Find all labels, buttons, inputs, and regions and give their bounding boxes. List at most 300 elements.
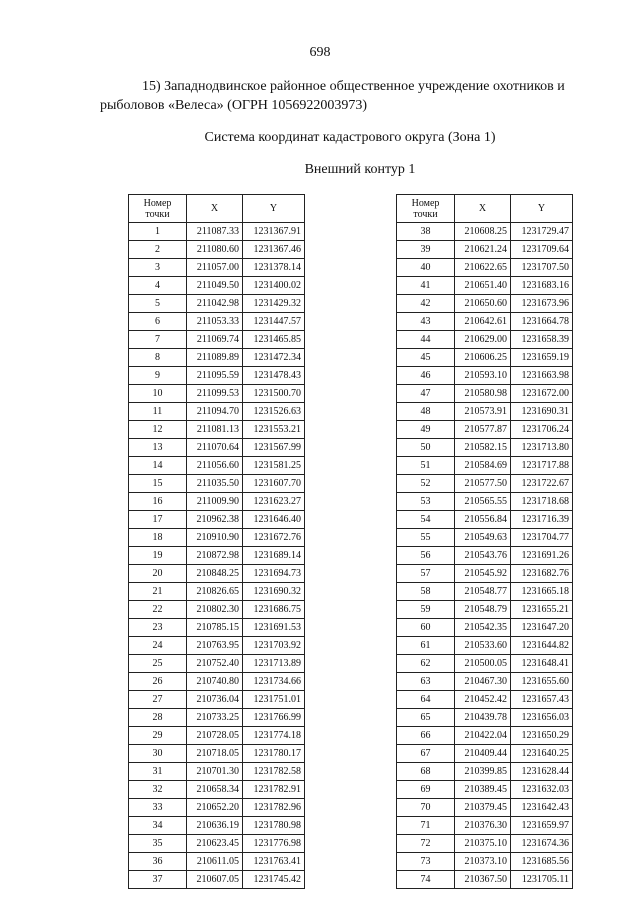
y-value: 1231581.25 <box>243 457 305 475</box>
table-row <box>129 835 305 853</box>
table-row <box>397 709 573 727</box>
point-number: 16 <box>129 493 187 511</box>
point-number: 40 <box>397 259 455 277</box>
point-number: 68 <box>397 763 455 781</box>
table-row <box>129 457 305 475</box>
y-value: 1231655.21 <box>511 601 573 619</box>
y-value: 1231642.43 <box>511 799 573 817</box>
x-value: 210652.20 <box>187 799 243 817</box>
y-value: 1231717.88 <box>511 457 573 475</box>
x-value: 210621.24 <box>455 241 511 259</box>
y-value: 1231650.29 <box>511 727 573 745</box>
x-value: 210607.05 <box>187 871 243 889</box>
y-value: 1231766.99 <box>243 709 305 727</box>
point-number: 50 <box>397 439 455 457</box>
table-row <box>397 529 573 547</box>
table-row <box>129 349 305 367</box>
x-value: 210582.15 <box>455 439 511 457</box>
point-number: 70 <box>397 799 455 817</box>
y-value: 1231665.18 <box>511 583 573 601</box>
table-row <box>129 259 305 277</box>
x-value: 210623.45 <box>187 835 243 853</box>
x-value: 210650.60 <box>455 295 511 313</box>
x-value: 210718.05 <box>187 745 243 763</box>
point-number: 17 <box>129 511 187 529</box>
table-row <box>397 727 573 745</box>
table-row <box>129 547 305 565</box>
y-value: 1231655.60 <box>511 673 573 691</box>
table-row <box>397 457 573 475</box>
y-value: 1231674.36 <box>511 835 573 853</box>
y-value: 1231465.85 <box>243 331 305 349</box>
point-number: 26 <box>129 673 187 691</box>
y-value: 1231703.92 <box>243 637 305 655</box>
table-row <box>397 331 573 349</box>
x-value: 210573.91 <box>455 403 511 421</box>
y-value: 1231729.47 <box>511 223 573 241</box>
table-row <box>129 709 305 727</box>
x-value: 210452.42 <box>455 691 511 709</box>
y-value: 1231658.39 <box>511 331 573 349</box>
point-number: 62 <box>397 655 455 673</box>
point-number: 2 <box>129 241 187 259</box>
x-value: 211099.53 <box>187 385 243 403</box>
point-number: 9 <box>129 367 187 385</box>
point-number: 34 <box>129 817 187 835</box>
x-value: 210373.10 <box>455 853 511 871</box>
table-row <box>129 691 305 709</box>
x-value: 211069.74 <box>187 331 243 349</box>
x-value: 210577.50 <box>455 475 511 493</box>
y-value: 1231782.58 <box>243 763 305 781</box>
x-value: 211009.90 <box>187 493 243 511</box>
x-value: 210542.35 <box>455 619 511 637</box>
number-column-header: Номер точки <box>397 195 455 223</box>
y-value: 1231706.24 <box>511 421 573 439</box>
y-value: 1231623.27 <box>243 493 305 511</box>
y-column-header: Y <box>511 195 573 223</box>
table-row <box>129 637 305 655</box>
x-value: 210910.90 <box>187 529 243 547</box>
table-row <box>129 673 305 691</box>
y-value: 1231644.82 <box>511 637 573 655</box>
table-row <box>129 583 305 601</box>
y-value: 1231672.76 <box>243 529 305 547</box>
x-value: 210622.65 <box>455 259 511 277</box>
table-row <box>397 583 573 601</box>
point-number: 47 <box>397 385 455 403</box>
x-value: 210593.10 <box>455 367 511 385</box>
x-value: 210728.05 <box>187 727 243 745</box>
y-value: 1231478.43 <box>243 367 305 385</box>
x-value: 210409.44 <box>455 745 511 763</box>
x-value: 210733.25 <box>187 709 243 727</box>
table-header-row <box>397 195 573 223</box>
table-row <box>397 745 573 763</box>
point-number: 73 <box>397 853 455 871</box>
x-value: 211080.60 <box>187 241 243 259</box>
table-row <box>397 835 573 853</box>
y-value: 1231657.43 <box>511 691 573 709</box>
y-value: 1231659.19 <box>511 349 573 367</box>
y-value: 1231718.68 <box>511 493 573 511</box>
point-number: 44 <box>397 331 455 349</box>
x-value: 211049.50 <box>187 277 243 295</box>
table-row <box>129 241 305 259</box>
point-number: 24 <box>129 637 187 655</box>
point-number: 66 <box>397 727 455 745</box>
y-value: 1231646.40 <box>243 511 305 529</box>
y-value: 1231713.80 <box>511 439 573 457</box>
x-value: 210651.40 <box>455 277 511 295</box>
point-number: 25 <box>129 655 187 673</box>
point-number: 13 <box>129 439 187 457</box>
x-value: 210736.04 <box>187 691 243 709</box>
y-value: 1231707.50 <box>511 259 573 277</box>
point-number: 61 <box>397 637 455 655</box>
y-value: 1231691.26 <box>511 547 573 565</box>
x-value: 210636.19 <box>187 817 243 835</box>
x-column-header: X <box>455 195 511 223</box>
point-number: 46 <box>397 367 455 385</box>
point-number: 45 <box>397 349 455 367</box>
point-number: 28 <box>129 709 187 727</box>
y-value: 1231780.17 <box>243 745 305 763</box>
x-value: 210962.38 <box>187 511 243 529</box>
table-row <box>129 601 305 619</box>
x-value: 210367.50 <box>455 871 511 889</box>
x-value: 210785.15 <box>187 619 243 637</box>
y-value: 1231685.56 <box>511 853 573 871</box>
y-value: 1231734.66 <box>243 673 305 691</box>
table-row <box>397 421 573 439</box>
point-number: 35 <box>129 835 187 853</box>
point-number: 19 <box>129 547 187 565</box>
x-value: 210611.05 <box>187 853 243 871</box>
point-number: 10 <box>129 385 187 403</box>
x-value: 211081.13 <box>187 421 243 439</box>
y-value: 1231632.03 <box>511 781 573 799</box>
table-row <box>129 367 305 385</box>
y-value: 1231683.16 <box>511 277 573 295</box>
table-row <box>397 637 573 655</box>
table-row <box>397 403 573 421</box>
x-value: 210389.45 <box>455 781 511 799</box>
point-number: 58 <box>397 583 455 601</box>
point-number: 18 <box>129 529 187 547</box>
contour-title: Внешний контур 1 <box>304 162 416 177</box>
table-row <box>397 655 573 673</box>
point-number: 72 <box>397 835 455 853</box>
table-row <box>129 403 305 421</box>
point-number: 74 <box>397 871 455 889</box>
y-value: 1231526.63 <box>243 403 305 421</box>
point-number: 49 <box>397 421 455 439</box>
point-number: 15 <box>129 475 187 493</box>
point-number: 22 <box>129 601 187 619</box>
x-value: 210543.76 <box>455 547 511 565</box>
table-row <box>397 223 573 241</box>
y-value: 1231447.57 <box>243 313 305 331</box>
table-row <box>129 529 305 547</box>
point-number: 54 <box>397 511 455 529</box>
y-value: 1231673.96 <box>511 295 573 313</box>
x-value: 210584.69 <box>455 457 511 475</box>
point-number: 42 <box>397 295 455 313</box>
x-value: 210533.60 <box>455 637 511 655</box>
y-value: 1231567.99 <box>243 439 305 457</box>
table-row <box>129 853 305 871</box>
x-value: 210740.80 <box>187 673 243 691</box>
page-number: 698 <box>309 45 331 60</box>
point-number: 43 <box>397 313 455 331</box>
table-row <box>397 547 573 565</box>
y-value: 1231780.98 <box>243 817 305 835</box>
y-value: 1231659.97 <box>511 817 573 835</box>
x-value: 210556.84 <box>455 511 511 529</box>
table-row <box>129 511 305 529</box>
x-value: 210548.79 <box>455 601 511 619</box>
point-number: 1 <box>129 223 187 241</box>
point-number: 38 <box>397 223 455 241</box>
y-value: 1231553.21 <box>243 421 305 439</box>
y-value: 1231690.31 <box>511 403 573 421</box>
table-row <box>397 619 573 637</box>
table-row <box>397 799 573 817</box>
x-value: 210379.45 <box>455 799 511 817</box>
table-row <box>129 817 305 835</box>
table-row <box>129 655 305 673</box>
y-value: 1231400.02 <box>243 277 305 295</box>
x-value: 211095.59 <box>187 367 243 385</box>
y-value: 1231774.18 <box>243 727 305 745</box>
table-row <box>397 385 573 403</box>
table-row <box>397 601 573 619</box>
coordinates-table-right <box>396 194 573 889</box>
point-number: 48 <box>397 403 455 421</box>
y-value: 1231640.25 <box>511 745 573 763</box>
y-value: 1231656.03 <box>511 709 573 727</box>
y-value: 1231691.53 <box>243 619 305 637</box>
table-row <box>397 259 573 277</box>
table-row <box>129 439 305 457</box>
y-column-header: Y <box>243 195 305 223</box>
point-number: 41 <box>397 277 455 295</box>
x-column-header: X <box>187 195 243 223</box>
point-number: 21 <box>129 583 187 601</box>
x-value: 211089.89 <box>187 349 243 367</box>
point-number: 29 <box>129 727 187 745</box>
y-value: 1231367.91 <box>243 223 305 241</box>
table-row <box>397 673 573 691</box>
table-row <box>129 619 305 637</box>
x-value: 211042.98 <box>187 295 243 313</box>
table-row <box>129 871 305 889</box>
y-value: 1231776.98 <box>243 835 305 853</box>
table-row <box>129 781 305 799</box>
x-value: 211056.60 <box>187 457 243 475</box>
point-number: 69 <box>397 781 455 799</box>
x-value: 210467.30 <box>455 673 511 691</box>
y-value: 1231689.14 <box>243 547 305 565</box>
y-value: 1231664.78 <box>511 313 573 331</box>
table-row <box>129 331 305 349</box>
y-value: 1231704.77 <box>511 529 573 547</box>
heading-line-2: рыболовов «Велеса» (ОГРН 1056922003973) <box>100 98 368 113</box>
coordinates-table-left <box>128 194 305 889</box>
table-row <box>129 277 305 295</box>
table-row <box>397 691 573 709</box>
x-value: 210658.34 <box>187 781 243 799</box>
y-value: 1231378.14 <box>243 259 305 277</box>
table-row <box>397 439 573 457</box>
y-value: 1231429.32 <box>243 295 305 313</box>
point-number: 51 <box>397 457 455 475</box>
x-value: 210422.04 <box>455 727 511 745</box>
point-number: 59 <box>397 601 455 619</box>
table-row <box>129 223 305 241</box>
x-value: 210500.05 <box>455 655 511 673</box>
y-value: 1231690.32 <box>243 583 305 601</box>
point-number: 31 <box>129 763 187 781</box>
point-number: 30 <box>129 745 187 763</box>
y-value: 1231713.89 <box>243 655 305 673</box>
y-value: 1231763.41 <box>243 853 305 871</box>
x-value: 210577.87 <box>455 421 511 439</box>
point-number: 20 <box>129 565 187 583</box>
table-row <box>397 565 573 583</box>
x-value: 211070.64 <box>187 439 243 457</box>
y-value: 1231709.64 <box>511 241 573 259</box>
y-value: 1231682.76 <box>511 565 573 583</box>
table-row <box>397 853 573 871</box>
table-row <box>129 313 305 331</box>
x-value: 210608.25 <box>455 223 511 241</box>
table-row <box>129 295 305 313</box>
x-value: 210545.92 <box>455 565 511 583</box>
table-row <box>397 367 573 385</box>
table-row <box>397 475 573 493</box>
y-value: 1231648.41 <box>511 655 573 673</box>
table-row <box>397 781 573 799</box>
table-row <box>397 349 573 367</box>
table-row <box>397 295 573 313</box>
table-row <box>397 511 573 529</box>
table-row <box>129 475 305 493</box>
point-number: 6 <box>129 313 187 331</box>
y-value: 1231472.34 <box>243 349 305 367</box>
x-value: 210548.77 <box>455 583 511 601</box>
point-number: 32 <box>129 781 187 799</box>
x-value: 211035.50 <box>187 475 243 493</box>
x-value: 210752.40 <box>187 655 243 673</box>
point-number: 23 <box>129 619 187 637</box>
point-number: 57 <box>397 565 455 583</box>
x-value: 211053.33 <box>187 313 243 331</box>
x-value: 210802.30 <box>187 601 243 619</box>
x-value: 210439.78 <box>455 709 511 727</box>
x-value: 211087.33 <box>187 223 243 241</box>
x-value: 210826.65 <box>187 583 243 601</box>
point-number: 14 <box>129 457 187 475</box>
point-number: 5 <box>129 295 187 313</box>
table-row <box>397 277 573 295</box>
point-number: 12 <box>129 421 187 439</box>
table-row <box>129 565 305 583</box>
point-number: 33 <box>129 799 187 817</box>
table-row <box>397 313 573 331</box>
y-value: 1231672.00 <box>511 385 573 403</box>
point-number: 64 <box>397 691 455 709</box>
y-value: 1231716.39 <box>511 511 573 529</box>
point-number: 55 <box>397 529 455 547</box>
table-row <box>397 241 573 259</box>
x-value: 210606.25 <box>455 349 511 367</box>
x-value: 211057.00 <box>187 259 243 277</box>
point-number: 27 <box>129 691 187 709</box>
point-number: 7 <box>129 331 187 349</box>
table-row <box>397 817 573 835</box>
y-value: 1231367.46 <box>243 241 305 259</box>
point-number: 56 <box>397 547 455 565</box>
x-value: 210375.10 <box>455 835 511 853</box>
table-row <box>397 763 573 781</box>
y-value: 1231751.01 <box>243 691 305 709</box>
y-value: 1231686.75 <box>243 601 305 619</box>
table-row <box>129 799 305 817</box>
point-number: 71 <box>397 817 455 835</box>
organization-heading <box>100 77 600 115</box>
y-value: 1231694.73 <box>243 565 305 583</box>
y-value: 1231647.20 <box>511 619 573 637</box>
x-value: 210642.61 <box>455 313 511 331</box>
y-value: 1231705.11 <box>511 871 573 889</box>
point-number: 65 <box>397 709 455 727</box>
y-value: 1231782.91 <box>243 781 305 799</box>
x-value: 210580.98 <box>455 385 511 403</box>
y-value: 1231628.44 <box>511 763 573 781</box>
point-number: 52 <box>397 475 455 493</box>
table-row <box>397 871 573 889</box>
point-number: 36 <box>129 853 187 871</box>
x-value: 210399.85 <box>455 763 511 781</box>
table-row <box>129 421 305 439</box>
y-value: 1231745.42 <box>243 871 305 889</box>
point-number: 11 <box>129 403 187 421</box>
x-value: 210701.30 <box>187 763 243 781</box>
x-value: 210763.95 <box>187 637 243 655</box>
y-value: 1231607.70 <box>243 475 305 493</box>
table-row <box>129 763 305 781</box>
x-value: 211094.70 <box>187 403 243 421</box>
x-value: 210629.00 <box>455 331 511 349</box>
point-number: 4 <box>129 277 187 295</box>
table-row <box>129 727 305 745</box>
x-value: 210848.25 <box>187 565 243 583</box>
point-number: 3 <box>129 259 187 277</box>
y-value: 1231663.98 <box>511 367 573 385</box>
point-number: 8 <box>129 349 187 367</box>
coordinate-system-title: Система координат кадастрового округа (Зона 1) <box>204 130 496 145</box>
x-value: 210565.55 <box>455 493 511 511</box>
table-row <box>129 493 305 511</box>
y-value: 1231500.70 <box>243 385 305 403</box>
y-value: 1231722.67 <box>511 475 573 493</box>
table-row <box>129 385 305 403</box>
heading-line-1: 15) Западнодвинское районное общественное учреждение охотников и <box>142 79 565 94</box>
point-number: 53 <box>397 493 455 511</box>
x-value: 210872.98 <box>187 547 243 565</box>
